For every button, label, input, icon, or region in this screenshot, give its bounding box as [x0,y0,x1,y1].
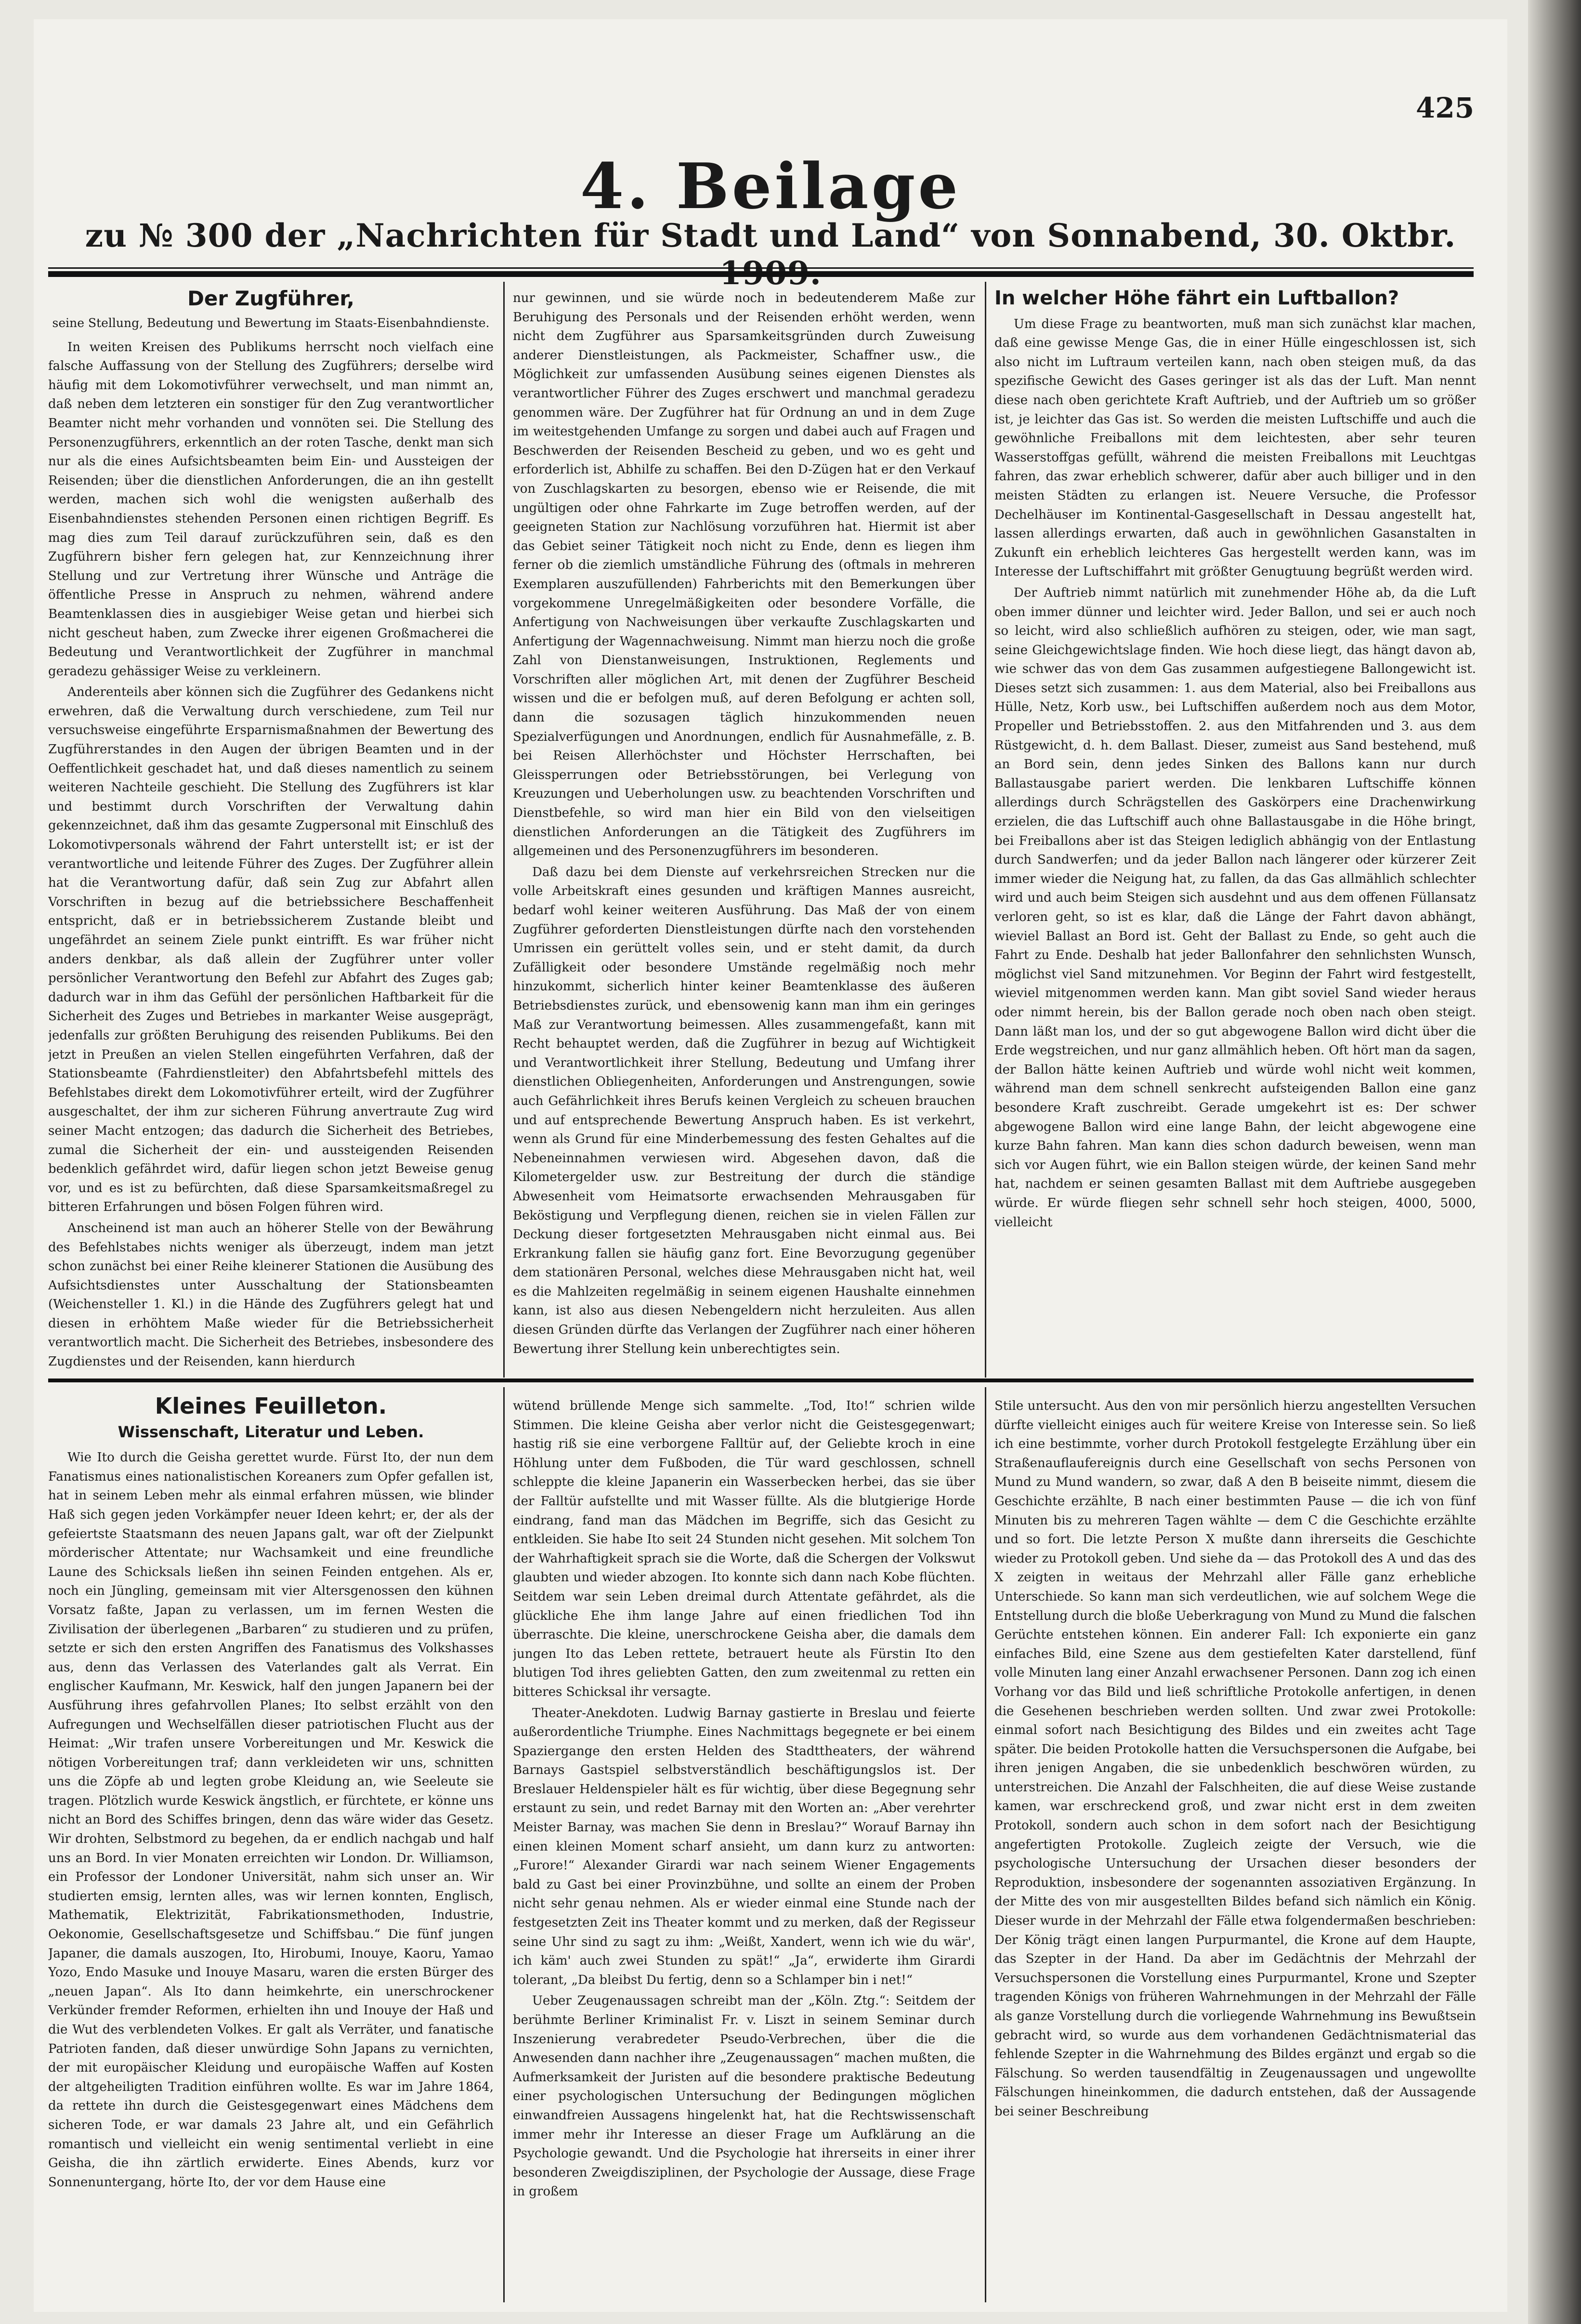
paragraph: In weiten Kreisen des Publikums herrscht noch vielfach eine falsche Auffassung von der Stellung des Zugführers; derselbe wird häufig mit dem Lokomotivführer verwechselt, und man nimmt an, daß neben dem letzteren ein sonstiger für den Zug verantwortlicher Beamter nicht mehr vorhanden und vonnöten sei. Die Stellung des Personenzugführers, erkenntlich an der roten Tasche, denkt man sich nur als die eines Aufsichtsbeamten beim Ein- und Aussteigen der Reisenden; über die dienstlichen Anforderungen, die an ihn gestellt werden, machen sich wohl die wenigsten außerhalb des Eisenbahndienstes stehenden Personen einen richtigen Begriff. Es mag dies zum Teil darauf zurückzuführen sein, daß es den Zugführern bisher fern gelegen hat, zur Kennzeichnung ihrer Stellung und zur Vertretung ihrer Wünsche und Anträge die öffentliche Presse in Anspruch zu nehmen, während andere Beamtenklassen dies in ausgiebiger Weise getan und hierbei sich nicht gescheut haben, zum Zwecke ihrer eigenen Großmacherei die Bedeutung und Verantwortlichkeit der Zugführer in manchmal geradezu gehässiger Weise zu verkleinern. [48,340,494,679]
feuilleton-col2 [513,1397,975,2302]
column-divider [985,1387,986,2302]
paragraph: Ueber Zeugenaussagen schreibt man der „Köln. Ztg.“: Seitdem der berühmte Berliner Kriminalist Fr. v. Liszt in seinem Seminar durch Inszenierung verabredeter Pseudo-Verbrechen, über die die Anwesenden dann nachher ihre „Zeugenaussagen“ machen mußten, die Aufmerksamkeit der Juristen auf die besondere praktische Bedeutung einer psychologischen Untersuchung der Bedingungen möglichen einwandfreien Aussagens hingelenkt hat, hat die Rechtswissenschaft immer mehr ihr Interesse an dieser Frage um Aufklärung an die Psychologie gewandt. Und die Psychologie hat ihrerseits in einer ihrer besonderen Zweigdisziplinen, der Psychologie der Aussage, diese Frage in großem [513,1994,975,2199]
paragraph: Wie Ito durch die Geisha gerettet wurde. Fürst Ito, der nun dem Fanatismus eines nationalistischen Koreaners zum Opfer gefallen ist, hat in seinem Leben mehr als einmal erfahren müssen, wie blinder Haß sich gegen jeden Vorkämpfer neuer Ideen kehrt; er, der als der gefeiertste Staatsmann des neuen Japans galt, war oft der Zielpunkt mörderischer Attentate; nur Wachsamkeit und eine freundliche Laune des Schicksals ließen ihn seinen Feinden entgehen. Als er, noch ein Jüngling, gemeinsam mit vier Altersgenossen den kühnen Vorsatz faßte, Japan zu verlassen, um im fernen Westen die Zivilisation der überlegenen „Barbaren“ zu studieren und zu prüfen, setzte er sich den ersten Angriffen des Fanatismus des Volkshasses aus, denn das Verlassen des Vaterlandes galt als Verrat. Ein englischer Kaufmann, Mr. Keswick, half den jungen Japanern bei der Ausführung ihres gefahrvollen Planes; Ito selbst erzählt von den Aufregungen und Wechselfällen dieser patriotischen Flucht aus der Heimat: „Wir trafen unsere Vorbereitungen und Mr. Keswick die nötigen Vorbereitungen traf; dann verkleideten wir uns, schnitten uns die Zöpfe ab und legten grobe Kleidung an, wie Seeleute sie tragen. Plötzlich wurde Keswick ängstlich, er fürchtete, er könne uns nicht an Bord des Schiffes bringen, denn das wäre wider das Gesetz. Wir drohten, Selbstmord zu begehen, da er endlich nachgab und half uns an Bord. In vier Monaten erreichten wir London. Dr. Williamson, ein Professor der Londoner Universität, nahm sich unser an. Wir studierten emsig, lernten alles, was wir lernen konnten, Englisch, Mathematik, Elektrizität, Fabrikationsmethoden, Industrie, Oekonomie, Gesellschaftsgesetze und Schiffsbau.“ Die fünf jungen Japaner, die damals auszogen, Ito, Hirobumi, Inouye, Kaoru, Yamao Yozo, Endo Masuke und Inouye Masaru, waren die ersten Bürger des „neuen Japan“. Als Ito dann heimkehrte, ein unerschrockener Verkünder fremder Reformen, erhielten ihn und Inouye der Haß und die Wut des verblendeten Volkes. Er galt als Verräter, und fanatische Patrioten fanden, daß dieser unwürdige Sohn Japans zu vernichten, der mit europäischer Kleidung und europäische Waffen auf Kosten der altgeheiligten Tradition einführen wollte. Es war im Jahre 1864, da rettete ihn durch die Geistesgegenwart eines Mädchens dem sicheren Tode, er war damals 23 Jahre alt, und ein Gefährlich romantisch und vielleicht ein wenig sentimental verliebt in eine Geisha, die ihn zärtlich erwiderte. Eines Abends, kurz vor Sonnenuntergang, hörte Ito, der vor dem Hause eine [48,1450,494,2190]
column-divider [503,1387,505,2302]
paragraph: Um diese Frage zu beantworten, muß man sich zunächst klar machen, daß eine gewisse Menge Gas, die in einer Hülle eingeschlossen ist, sich also nicht im Luftraum verteilen kann, nach oben steigen muß, da das spezifische Gewicht des Gases geringer ist als das der Luft. Man nennt diese nach oben gerichtete Kraft Auftrieb, und der Auftrieb um so größer ist, je leichter das Gas ist. So werden die meisten Luftschiffe und auch die gewöhnliche Freiballons mit dem leichtesten, aber sehr teuren Wasserstoffgas gefüllt, während die meisten Freiballons mit Leuchtgas fahren, das zwar erheblich schwerer, dafür aber auch billiger und in den meisten Städten zu erlangen ist. Neuere Versuche, die Professor Dechelhäuser im Kontinental-Gasgesellschaft in Dessau angestellt hat, lassen allerdings erwarten, daß auch in gewöhnlichen Gasanstalten in Zukunft ein erheblich leichteres Gas hergestellt werden kann, was im Interesse der Luftschiffahrt mit größter Genugtuung begrüßt werden wird. [994,316,1476,579]
article-luftballon [994,289,1476,1375]
article-title: In welcher Höhe fährt ein Luftballon? [994,289,1399,309]
feuilleton-title: Kleines Feuilleton. [155,1397,387,1419]
article-zugfuehrer-col1 [48,289,494,1375]
article-zugfuehrer-col2 [513,289,975,1375]
newspaper-page [34,19,1507,2312]
masthead-rule-thick [48,271,1474,277]
paragraph: Daß dazu bei dem Dienste auf verkehrsreichen Strecken nur die volle Arbeitskraft eines gesunden und kräftigen Mannes ausreicht, bedarf wohl keiner weiteren Ausführung. Das Maß der von einem Zugführer geforderten Dienstleistungen dürfte nach den vorstehenden Umrissen ein gerüttelt volles sein, und er steht damit, da durch Zufälligkeit oder besondere Umstände regelmäßig noch mehr hinzukommt, sicherlich hinter keiner Beamtenklasse des äußeren Betriebsdienstes zurück, und ebensowenig kann man ihm ein geringes Maß zur Verantwortung beimessen. Alles zusammengefaßt, kann mit Recht behauptet werden, daß die Zugführer in bezug auf Wichtigkeit und Verantwortlichkeit ihrer Stellung, Bedeutung und Umfang ihrer dienstlichen Obliegenheiten, Anforderungen und Anstrengungen, sowie auch Gefährlichkeit ihres Berufs keinen Vergleich zu scheuen brauchen und auf entsprechende Bewertung Anspruch haben. Es ist verkehrt, wenn als Grund für eine Minderbemessung des festen Gehaltes auf die Nebeneinnahmen verwiesen wird. Abgesehen davon, daß die Kilometergelder usw. zur Bestreitung der durch die ständige Abwesenheit vom Heimatsorte erwachsenden Mehrausgaben für Beköstigung und Verpflegung dienen, reichen sie in vielen Fällen zur Deckung dieser fortgesetzten Mehrausgaben nicht einmal aus. Bei Erkrankung fallen sie häufig ganz fort. Eine Bevorzugung gegenüber dem stationären Personal, welches diese Mehrausgaben nicht hat, weil es die Mahlzeiten regelmäßig in seinem eigenen Haushalte einnehmen kann, ist also aus diesen Nebengeldern nicht herzuleiten. Aus allen diesen Gründen dürfte das Verlangen der Zugführer nach einer höheren Bewertung ihrer Stellung kein unberechtigtes sein. [513,865,975,1356]
supplement-subtitle: zu № 300 der „Nachrichten für Stadt und Land“ von Sonnabend, 30. Oktbr. [85,217,1456,254]
page-number: 425 [1416,92,1475,124]
paragraph: wütend brüllende Menge sich sammelte. „Tod, Ito!“ schrien wilde Stimmen. Die kleine Geisha aber verlor nicht die Geistesgegenwart; hastig riß sie eine verborgene Falltür auf, der Geliebte kroch in eine Höhlung unter dem Fußboden, die Tür ward geschlossen, schnell schleppte die kleine Japanerin ein Wasserbecken herbei, das sie über der Falltür aufstellte und mit Wasser füllte. Als die blutgierige Horde eindrang, fand man das Mädchen im Begriffe, sich das Gesicht zu entkleiden. Sie habe Ito seit 24 Stunden nicht gesehen. Mit solchem Ton der Wahrhaftigkeit sprach sie die Worte, daß die Schergen der Volkswut glaubten und wieder abzogen. Ito konnte sich dann nach Kobe flüchten. Seitdem war sein Leben dreimal durch Attentate gefährdet, als die glückliche Ehe ihm lange Jahre auf einen friedlichen Tod ihn überraschte. Die kleine, unerschrockene Geisha aber, die damals dem jungen Ito das Leben rettete, betrauert heute als Fürstin Ito den blutigen Tod ihres geliebten Gatten, den zum zweitenmal zu retten ein bitteres Schicksal ihr versagte. [513,1399,975,1699]
book-binding-edge [1528,0,1581,2324]
paragraph: Anscheinend ist man auch an höherer Stelle von der Bewährung des Befehlstabes nichts weniger als überzeugt, indem man jetzt schon zunächst bei einer Reihe kleinerer Stationen die Ausübung des Aufsichtsdienstes unter Ausschaltung der Stationsbeamten (Weichensteller 1. Kl.) in die Hände des Zugführers gelegt hat und diesen in erhöhtem Maße wieder für die Betriebssicherheit verantwortlich macht. Die Sicherheit des Betriebes, insbesondere des Zugdienstes und der Reisenden, kann hierdurch [48,1221,494,1369]
feuilleton-section: Wissenschaft, Literatur und Leben. [118,1422,424,1441]
paragraph: nur gewinnen, und sie würde noch in bedeutenderem Maße zur Beruhigung des Personals und der Reisenden erhöht werden, wenn nicht dem Zugführer aus Sparsamkeitsgründen durch Zuweisung anderer Dienstleistungen, als Packmeister, Schaffner usw., die Möglichkeit zur umfassenden Ausübung seines eigenen Dienstes als verantwortlicher Führer des Zuges erschwert und manchmal geradezu genommen wäre. Der Zugführer hat für Ordnung an und in dem Zuge im weitestgehenden Umfange zu sorgen und dabei auch auf Fragen und Beschwerden der Reisenden Bescheid zu geben, und wo es geht und erforderlich ist, Abhilfe zu schaffen. Bei den D-Zügen hat er den Verkauf von Zuschlagskarten zu besorgen, ebenso wie er Reisende, die mit ungültigen oder ohne Fahrkarte im Zuge betroffen werden, auf der geeigneten Station zur Nachlösung vorzuführen hat. Hiermit ist aber das Gebiet seiner Tätigkeit noch nicht zu Ende, denn es liegen ihm ferner ob die ziemlich umständliche Führung des (oftmals in mehreren Exemplaren auszufüllenden) Fahrberichts mit den Bemerkungen über vorgekommene Unregelmäßigkeiten oder besondere Vorfälle, die Anfertigung von Nachweisungen über verkaufte Zuschlagskarten und Anfertigung der Wagennachweisung. Nimmt man hierzu noch die große Zahl von Dienstanweisungen, Instruktionen, Reglements und Vorschriften aller möglichen Art, mit denen der Zugführer Bescheid wissen und die er befolgen muß, auf deren Befolgung er achten soll, dann die sozusagen täglich hinzukommenden neuen Spezialverfügungen und Anordnungen, endlich für Ausnahmefälle, z. B. bei Reisen Allerhöchster und Höchster Herrschaften, bei Gleissperrungen oder Betriebsstörungen, bei Verlegung von Kreuzungen und Ueberholungen usw. zu beachtenden Vorschriften und Dienstbefehle, so wird man hier ein Bild von den vielseitigen dienstlichen Anforderungen an die Tätigkeit des Zugführers im allgemeinen und des Personenzugführers im besonderen. [513,291,975,859]
masthead-rule-thin [48,267,1474,269]
feuilleton-col1 [48,1397,494,2302]
article-title: Der Zugführer, [187,289,354,310]
paragraph: Stile untersucht. Aus den von mir persönlich hierzu angestellten Versuchen dürfte vielleicht einiges auch für weitere Kreise von Interesse sein. So ließ ich eine bestimmte, vorher durch Protokoll festgelegte Erzählung über ein Straßenauflaufereignis durch eine Gesellschaft von sechs Personen von Mund zu Mund wandern, so zwar, daß A den B beiseite nimmt, diesem die Geschichte erzählte, B nach einer bestimmten Pause — die ich von fünf Minuten bis zu mehreren Tagen wählte — dem C die Geschichte erzählte und so fort. Die letzte Person X mußte dann ihrerseits die Geschichte wieder zu Protokoll geben. Und siehe da — das Protokoll des A und das des X zeigten in weitaus der Mehrzahl aller Fälle ganz erhebliche Unterschiede. So kann man sich verdeutlichen, wie auf solchem Wege die Entstellung durch die bloße Ueberkragung von Mund zu Mund die falschen Gerüchte entstehen können. Ein anderer Fall: Ich exponierte ein ganz einfaches Bild, eine Szene aus dem gestiefelten Kater darstellend, fünf volle Minuten lang einer Anzahl erwachsener Personen. Dann zog ich einen Vorhang vor das Bild und ließ schriftliche Protokolle anfertigen, in denen die Gesehenen beschrieben werden sollten. Und zwar zwei Protokolle: einmal sofort nach Besichtigung des Bildes und ein zweites acht Tage später. Die beiden Protokolle hatten die Versuchspersonen die Aufgabe, bei ihren jenigen Angaben, die sie unbedenklich beschwören würden, zu unterstreichen. Die Anzahl der Falschheiten, die auf diese Weise zustande kamen, war erschreckend groß, und zwar nicht erst in dem zweiten Protokoll, sondern auch schon in dem sofort nach der Besichtigung angefertigten Protokolle. Zugleich zeigte der Versuch, wie die psychologische Untersuchung der Ursachen dieser besonders der Reproduktion, insbesondere der sogenannten assoziativen Ergänzung. In der Mitte des von mir ausgestellten Bildes befand sich nämlich ein König. Dieser wurde in der Mehrzahl der Fälle etwa folgendermaßen beschrieben: Der König trägt einen langen Purpurmantel, die Krone auf dem Haupte, das Szepter in der Hand. Da aber im Gedächtnis der Mehrzahl der Versuchspersonen die Vorstellung eines Purpurmantel, Krone und Szepter tragenden Königs von früheren Wahrnehmungen in der Mehrzahl der Fälle als ganze Vorstellung durch die vorliegende Wahrnehmung ins Bewußtsein gebracht wird, so wurde aus dem vorhandenen Gedächtnismaterial das fehlende Szepter in die Wahrnehmung des Bildes ergänzt und ergab so die Fälschung. So werden tausendfältig in Zeugenaussagen und ungewollte Fälschungen hineinkommen, die dadurch entstehen, daß der Aussagende bei seiner Beschreibung [994,1399,1476,2119]
paragraph: Anderenteils aber können sich die Zugführer des Gedankens nicht erwehren, daß die Verwaltung durch verschiedene, zum Teil nur versuchsweise eingeführte Ersparnismaßnahmen der Bewertung des Zugführerstandes in den Augen der übrigen Beamten und in der Oeffentlichkeit geschadet hat, und daß dieses namentlich zu seinem weiteren Nachteile geschieht. Die Stellung des Zugführers ist klar und bestimmt durch Vorschriften der Verwaltung dahin gekennzeichnet, daß ihm das gesamte Zugpersonal mit Einschluß des Lokomotivpersonals während der Fahrt unterstellt ist; er ist der verantwortliche und leitende Führer des Zuges. Der Zugführer allein hat die Verantwortung dafür, daß sein Zug zur Abfahrt allen Vorschriften in bezug auf die betriebssichere Beschaffenheit entspricht, daß er in betriebssicherem Zustande bleibt und ungefährdet an seinem Ziele punkt eintrifft. Es war früher nicht anders denkbar, als daß allein der Zugführer unter voller persönlicher Verantwortung den Befehl zur Abfahrt des Zuges gab; dadurch war in ihm das Gefühl der persönlichen Haftbarkeit für die Sicherheit des Zuges und Betriebes in markanter Weise ausgeprägt, jedenfalls zur größten Beruhigung des reisenden Publikums. Bei den jetzt in Preußen an vielen Stellen eingeführten Verfahren, daß der Stationsbeamte (Fahrdienstleiter) den Abfahrtsbefehl mittels des Befehlstabes direkt dem Lokomotivführer erteilt, wird der Zugführer ausgeschaltet, der ihm zur sicheren Führung anvertraute Zug wird seiner Macht entzogen; das dadurch die Sicherheit des Betriebes, zumal die Sicherheit der ein- und aussteigenden Reisenden bedenklich gefährdet wird, dafür liegen schon jetzt Beweise genug vor, und es ist zu befürchten, daß diese Sparsamkeitsmaßregel zu bitteren Erfahrungen und bösen Folgen führen wird. [48,685,494,1215]
paragraph: Der Auftrieb nimmt natürlich mit zunehmender Höhe ab, da die Luft oben immer dünner und leichter wird. Jeder Ballon, und sei er auch noch so leicht, wird also schließlich aufhören zu steigen, oder, wie man sagt, seine Gleichgewichtslage finden. Wie hoch diese liegt, das hängt davon ab, wie schwer das von dem Gas zusammen aufgestiegene Ballongewicht ist. Dieses setzt sich zusammen: 1. aus dem Material, also bei Freiballons aus Hülle, Netz, Korb usw., bei Luftschiffen außerdem noch aus dem Motor, Propeller und Betriebsstoffen. 2. aus den Mitfahrenden und 3. aus dem Rüstgewicht, d. h. dem Ballast. Dieser, zumeist aus Sand bestehend, muß an Bord sein, denn jedes Sinken des Ballons kann nur durch Ballastausgabe pariert werden. Die lenkbaren Luftschiffe können allerdings durch Schrägstellen des Gaskörpers eine Drachenwirkung erzielen, die das Luftschiff auch ohne Ballastausgabe in die Höhe bringt, bei Freiballons aber ist das Steigen lediglich abhängig von der Entlastung durch Sandwerfen; und da jeder Ballon nach längerer oder kürzerer Zeit immer wieder die Neigung hat, zu fallen, da das Gas allmählich schlechter wird und auch beim Steigen sich ausdehnt und aus dem offenen Füllansatz verloren geht, so ist es klar, daß die Länge der Fahrt davon abhängt, wieviel Ballast an Bord ist. Geht der Ballast zu Ende, so geht auch die Fahrt zu Ende. Deshalb hat jeder Ballonfahrer den sehnlichsten Wunsch, möglichst viel Sand mitzunehmen. Vor Beginn der Fahrt wird festgestellt, wieviel mitgenommen werden kann. Man gibt soviel Sand wieder heraus oder nimmt herein, bis der Ballon gerade noch oben nach oben steigt. Dann läßt man los, und der so gut abgewogene Ballon wird dicht über die Erde wegstreichen, und nur ganz allmählich heben. Oft hört man da sagen, der Ballon hätte keinen Auftrieb und würde wohl nicht weit kommen, während man dem schnell senkrecht aufsteigenden Ballon eine ganz besondere Kraft zuschreibt. Gerade umgekehrt ist es: Der schwer abgewogene Ballon wird eine lange Bahn, der leicht abgewogene eine kurze Bahn fahren. Man kann dies schon dadurch beweisen, wenn man sich vor Augen führt, wie ein Ballon steigen würde, der keinen Sand mehr hat, nachdem er seinen gesamten Ballast mit dem Auftriebe ausgegeben würde. Er würde fliegen sehr schnell sehr hoch steigen, 4000, 5000, vielleicht [994,585,1476,1230]
supplement-title: 4. Beilage [580,149,961,223]
section-rule [48,1379,1474,1382]
feuilleton-col3 [994,1397,1476,2302]
article-subtitle: seine Stellung, Bedeutung und Bewertung im Staats-Eisenbahndienste. [52,315,490,330]
column-divider [503,282,505,1378]
paragraph: Theater-Anekdoten. Ludwig Barnay gastierte in Breslau und feierte außerordentliche Triumphe. Eines Nachmittags begegnete er bei einem Spaziergange den ersten Helden des Stadttheaters, der während Barnays Gastspiel selbstverständlich beschäftigungslos ist. Der Breslauer Heldenspieler hält es für wichtig, über diese Begegnung sehr erstaunt zu sein, und redet Barnay mit den Worten an: „Aber verehrter Meister Barnay, was machen Sie denn in Breslau?“ Worauf Barnay ihn einen kleinen Moment scharf ansieht, um dann kurz zu antworten: „Furore!“ Alexander Girardi war nach seinem Wiener Engagements bald zu Gast bei einer Provinzbühne, und sollte an einem der Proben nicht sehr genau nehmen. Als er wieder einmal eine Stunde nach der festgesetzten Zeit ins Theater kommt und zu merken, daß der Regisseur seine Uhr sind zu sagt zu ihm: „Weißt, Xandert, wenn ich wie du wär', ich käm' auch zwei Stunden zu spät!“ „Ja“, erwiderte ihm Girardi tolerant, „Da bleibst Du fertig, denn so a Schlamper bin i net!“ [513,1706,975,1987]
column-divider [985,282,986,1378]
